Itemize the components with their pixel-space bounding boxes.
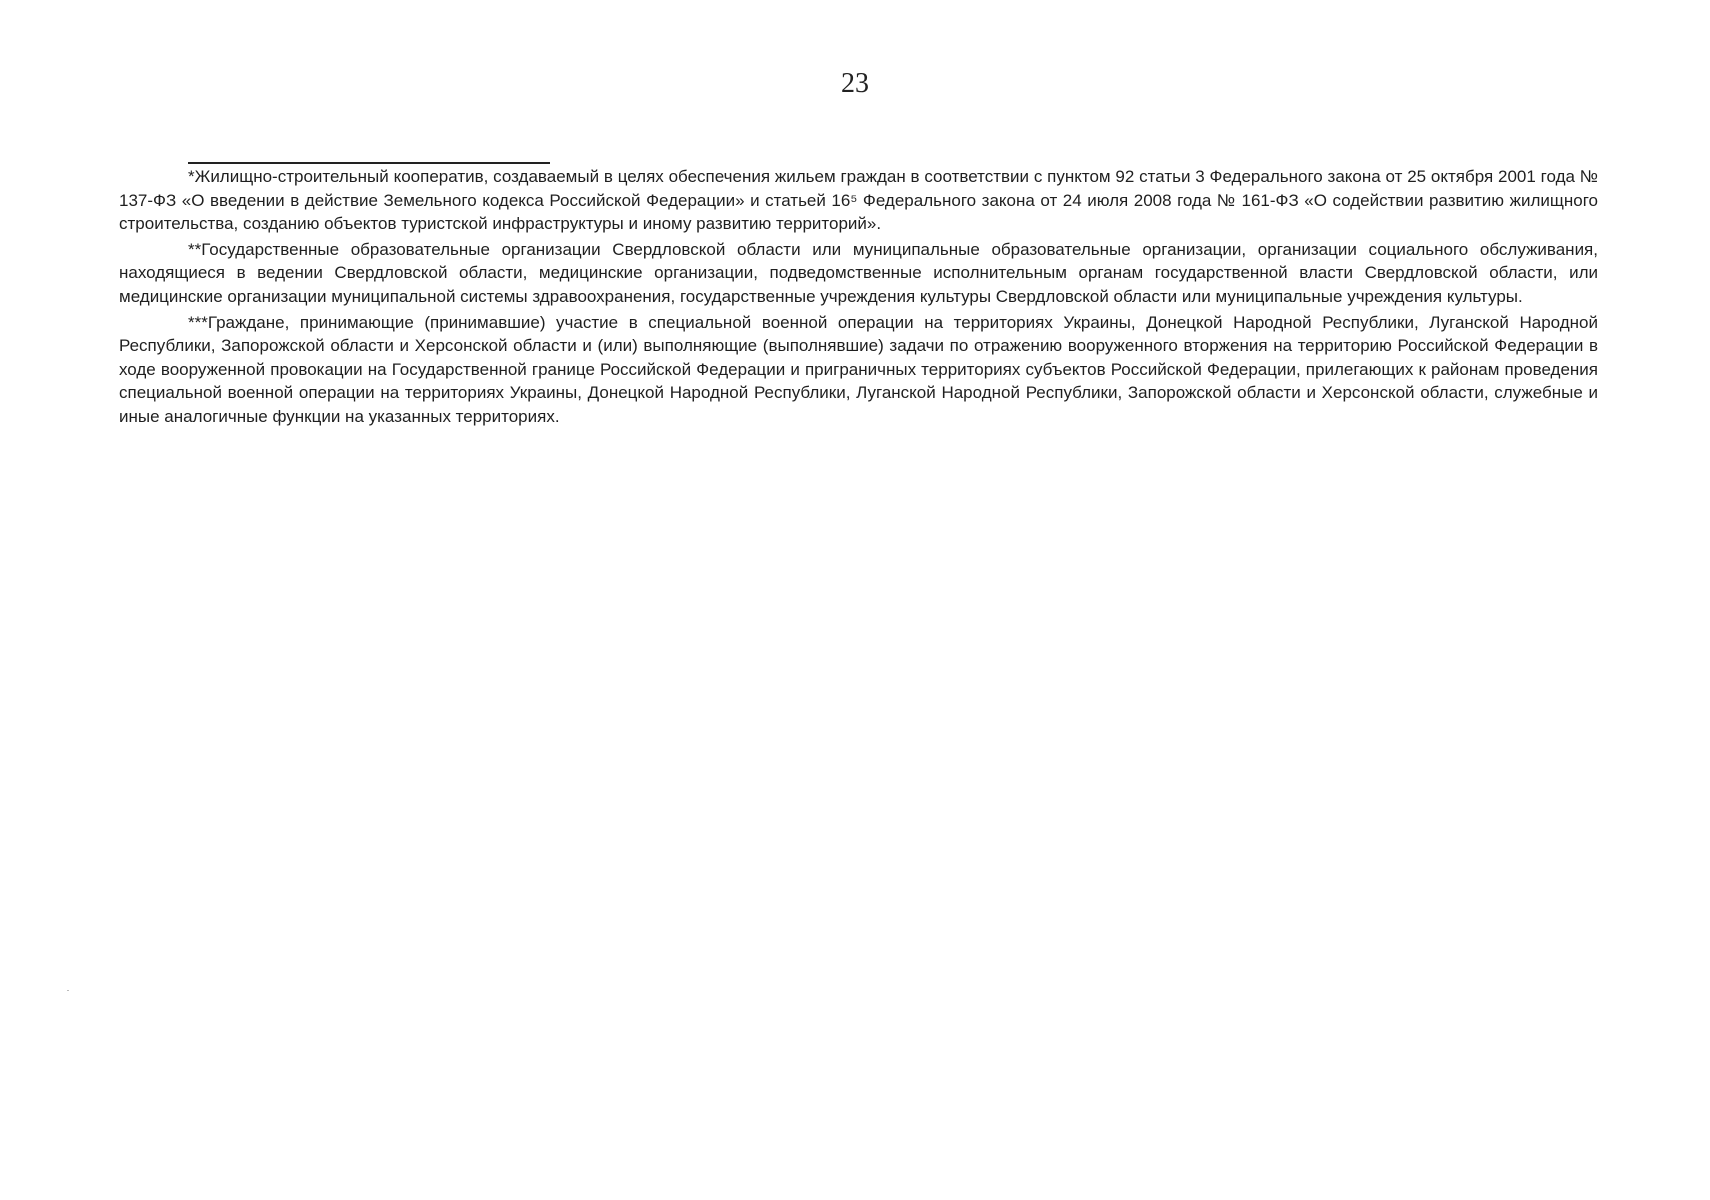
page-number: 23: [841, 68, 869, 99]
footnote-2: **Государственные образовательные организации Свердловской области или муниципальные образовательные организации, организации социального обслуживания, находящиеся в ведении Свердловской области, медицинские организации, подведомственные исполнительным органам государственной власти Свердловской области, или медицинские организации муниципальной системы здравоохранения, государственные учреждения культуры Свердловской области или муниципальные учреждения культуры.: [119, 239, 1598, 306]
footnote-separator: [188, 162, 550, 164]
footnotes-block: [119, 165, 1598, 429]
scan-speck: [67, 990, 69, 991]
footnote-3: ***Граждане, принимающие (принимавшие) участие в специальной военной операции на территориях Украины, Донецкой Народной Республики, Луганской Народной Республики, Запорожской области и Херсонской области и (или) выполняющие (выполнявшие) задачи по отражению вооруженного вторжения на территорию Российской Федерации в ходе вооруженной провокации на Государственной границе Российской Федерации и приграничных территориях субъектов Российской Федерации, прилегающих к районам проведения специальной военной операции на территориях Украины, Донецкой Народной Республики, Луганской Народной Республики, Запорожской области и Херсонской области, служебные и иные аналогичные функции на указанных территориях.: [119, 312, 1598, 426]
footnote-1: *Жилищно-строительный кооператив, создаваемый в целях обеспечения жильем граждан в соответствии с пунктом 92 статьи 3 Федерального закона от 25 октября 2001 года № 137-ФЗ «О введении в действие Земельного кодекса Российской Федерации» и статьей 16⁵ Федерального закона от 24 июля 2008 года № 161-ФЗ «О содействии развитию жилищного строительства, созданию объектов туристской инфраструктуры и иному развитию территорий».: [119, 167, 1598, 234]
